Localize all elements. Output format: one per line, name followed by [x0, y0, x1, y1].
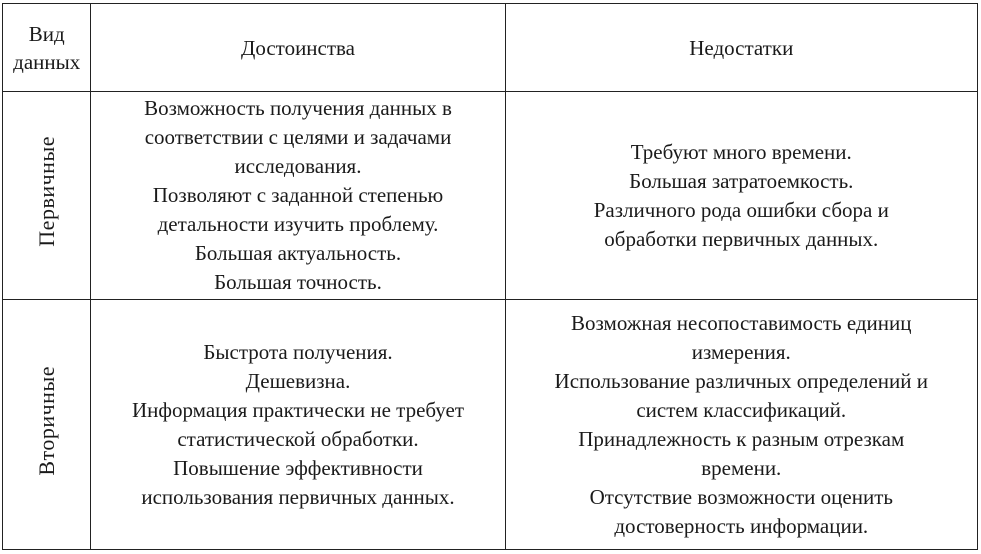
secondary-disadvantage-line: времени. [701, 455, 782, 480]
secondary-disadvantage-line: Возможная несопоставимость единиц [571, 310, 912, 335]
primary-advantage-line: Возможность получения данных в [144, 96, 452, 120]
primary-advantage-line: соответствии с целями и задачами [144, 125, 452, 149]
table-row-primary [3, 92, 978, 300]
primary-advantage-line: Большая точность. [214, 270, 382, 294]
secondary-disadvantage-line: Принадлежность к разным отрезкам [578, 426, 905, 451]
primary-advantage-line: детальности изучить проблему. [157, 212, 439, 236]
secondary-advantage-line: Информация практически не требует [131, 397, 465, 422]
primary-disadvantage-line: Различного рода ошибки сбора и [593, 197, 889, 222]
header-data-type-line2: данных [13, 49, 81, 74]
primary-disadvantages [505, 92, 977, 300]
table-header-row [3, 4, 978, 92]
header-data-type [3, 4, 91, 92]
primary-disadvantage-line: Большая затратоемкость. [629, 168, 854, 193]
header-disadvantages: Недостатки [505, 4, 977, 92]
secondary-advantage-line: Дешевизна. [245, 368, 351, 393]
table-row-secondary [3, 300, 978, 550]
header-advantages: Достоинства [91, 4, 505, 92]
primary-advantage-line: исследования. [234, 154, 362, 178]
primary-advantage-line: Большая актуальность. [194, 241, 402, 265]
row-type-secondary [3, 300, 91, 550]
row-type-primary-label: Первичные [34, 136, 60, 247]
secondary-advantage-line: использования первичных данных. [141, 484, 455, 509]
comparison-table [2, 3, 978, 550]
secondary-disadvantage-line: измерения. [691, 339, 791, 364]
primary-disadvantage-line: Требуют много времени. [630, 139, 852, 164]
secondary-disadvantage-line: систем классификаций. [636, 397, 847, 422]
secondary-disadvantage-line: достоверность информации. [614, 513, 869, 538]
header-data-type-line1: Вид [28, 21, 65, 46]
row-type-primary [3, 92, 91, 300]
primary-disadvantage-line: обработки первичных данных. [604, 226, 879, 251]
secondary-advantage-line: Быстрота получения. [203, 339, 393, 364]
row-type-secondary-label: Вторичные [34, 365, 60, 476]
secondary-advantage-line: статистической обработки. [177, 426, 419, 451]
secondary-advantages [91, 300, 505, 550]
secondary-disadvantages [505, 300, 977, 550]
primary-advantage-line: Позволяют с заданной степенью [152, 183, 444, 207]
secondary-advantage-line: Повышение эффективности [173, 455, 423, 480]
secondary-disadvantage-line: Отсутствие возможности оценить [589, 484, 893, 509]
primary-advantages [91, 92, 505, 300]
secondary-disadvantage-line: Использование различных определений и [554, 368, 929, 393]
